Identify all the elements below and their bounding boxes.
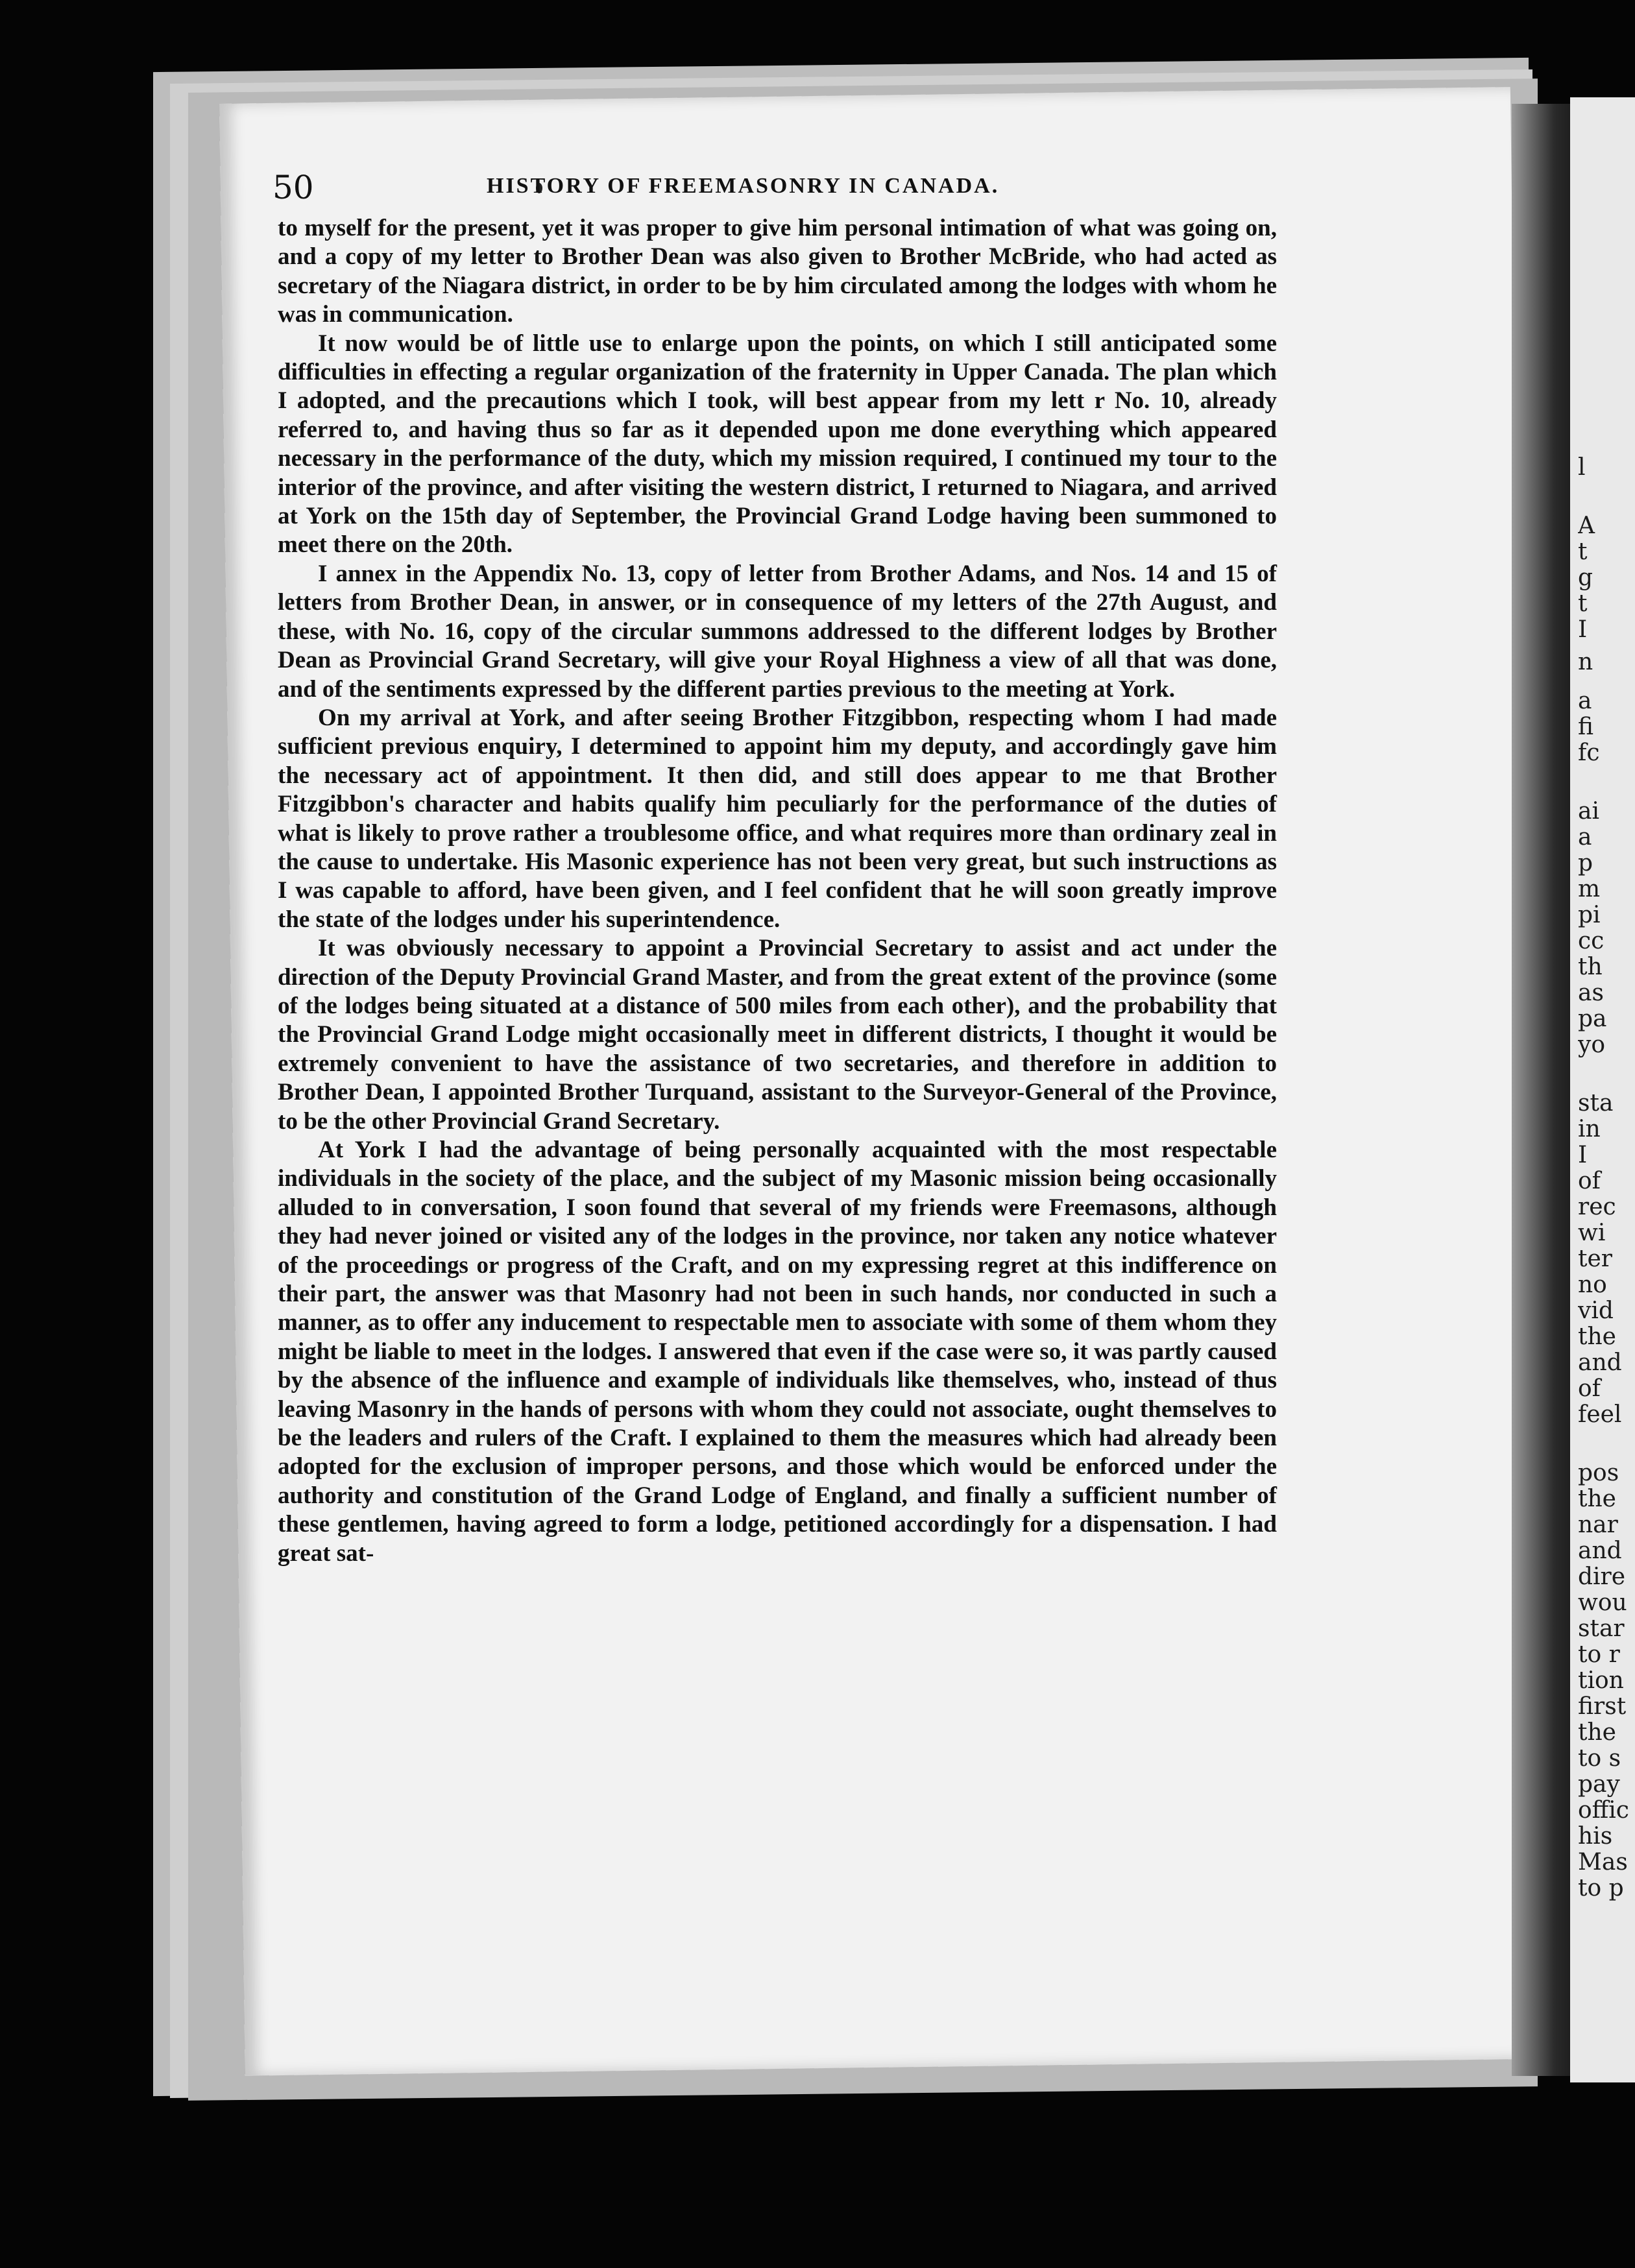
paragraph: It now would be of little use to enlarge upon the points, on which I still anticipated some difficulties in effecting a regular organization of the fraternity in Upper Canada. The plan which I adopted, and the precautions which I took, will best appear from my lett r No. 10, already referred to, and having thus so far as it depended upon me done everything which appeared necessary in the performance of the duty, which my mission required, I continued my tour to the interior of the province, and after visiting the western district, I returned to Niagara, and arrived at York on the 15th day of September, the Provincial Grand Lodge having been summoned to meet there on the 20th. (278, 330, 1277, 559)
facing-page-fragment: his (1578, 1823, 1613, 1850)
facing-page-fragment: to r (1578, 1641, 1620, 1668)
facing-page-fragment: cc (1578, 928, 1605, 954)
facing-page-fragment: the (1578, 1486, 1616, 1512)
facing-page-fragment: no (1578, 1272, 1607, 1298)
body-text (278, 214, 1277, 1568)
facing-page-fragment: wou (1578, 1589, 1627, 1616)
facing-page-fragment: wi (1578, 1220, 1606, 1246)
facing-page-fragment: of (1578, 1375, 1601, 1402)
facing-page-fragment: l (1578, 454, 1586, 481)
facing-page-fragment: pay (1578, 1771, 1620, 1798)
facing-page-fragment: ter (1578, 1246, 1612, 1272)
facing-page-fragment: and (1578, 1538, 1622, 1564)
facing-page-fragment: star (1578, 1615, 1625, 1642)
page-header (272, 169, 1246, 208)
facing-page-fragment: the (1578, 1323, 1616, 1350)
facing-page-fragment: first (1578, 1693, 1627, 1720)
facing-page-fragment: pa (1578, 1006, 1607, 1032)
paragraph: It was obviously necessary to appoint a Provincial Secretary to assist and act under the direction of the Deputy Provincial Grand Master, and from the great extent of the province (some of the lodges being situated at a distance of 500 miles from each other), and the probability that the Provincial Grand Lodge might occasionally meet in different districts, I thought it would be extremely convenient to have the assistance of two secretaries, and therefore in addition to Brother Dean, I appointed Brother Turquand, assistant to the Surveyor-General of the Province, to be the other Provincial Grand Secretary. (278, 935, 1277, 1135)
facing-page-fragment: t (1578, 590, 1588, 617)
facing-page-fragment: a (1578, 688, 1592, 714)
paragraph: to myself for the present, yet it was proper to give him personal intimation of what was going on, and a copy of my letter to Brother Dean was also given to Brother McBride, who had acted as secretary of the Niagara district, in order to be by him circulated among the lodges with whom he was in communication. (278, 215, 1277, 328)
facing-page-fragment: n (1578, 649, 1593, 675)
facing-page-fragment: fi (1578, 714, 1594, 740)
facing-page-fragment: yo (1578, 1031, 1606, 1058)
facing-page-fragment: as (1578, 980, 1604, 1006)
facing-page-fragment: of (1578, 1168, 1601, 1194)
facing-page-fragment: th (1578, 954, 1603, 980)
page-number: 50 (272, 169, 314, 206)
facing-page-fragment: I (1578, 1142, 1588, 1168)
facing-page-fragment: ai (1578, 798, 1599, 825)
facing-page-fragment: feel (1578, 1401, 1622, 1428)
facing-page-fragment: I (1578, 616, 1588, 643)
facing-page-fragment: rec (1578, 1194, 1616, 1220)
facing-page-fragment: p (1578, 850, 1593, 876)
facing-page-fragment: to p (1578, 1875, 1624, 1901)
facing-page-fragment: A (1578, 513, 1595, 539)
facing-page-fragment: to s (1578, 1745, 1621, 1772)
paragraph: I annex in the Appendix No. 13, copy of letter from Brother Adams, and Nos. 14 and 15 of letters from Brother Dean, in answer, or in consequence of my letters of the 27th August, and these, with No. 16, copy of the circular summons addressed to the different lodges by Brother Dean as Provincial Grand Secretary, will give your Royal Highness a view of all that was done, and of the sentiments expressed by the different parties previous to the meeting at York. (278, 560, 1277, 703)
facing-page-fragment: Mas (1578, 1849, 1628, 1876)
facing-page-fragment: the (1578, 1719, 1616, 1746)
facing-page-fragment: m (1578, 876, 1601, 902)
facing-page-fragment: tion (1578, 1667, 1624, 1694)
facing-page-fragment: offic (1578, 1797, 1629, 1824)
facing-page-fragment: and (1578, 1349, 1622, 1376)
facing-page-fragment: a (1578, 824, 1592, 850)
paragraph: On my arrival at York, and after seeing Brother Fitzgibbon, respecting whom I had made sufficient previous enquiry, I determined to appoint him my deputy, and accordingly gave him the necessary act of appointment. It then did, and still does appear to me that Brother Fitzgibbon's character and habits qualify him peculiarly for the performance of the duties of what is likely to prove rather a troublesome office, and what requires more than ordinary zeal in the cause to undertake. His Masonic experience has not been very great, but such instructions as I was capable to afford, have been given, and I feel confident that he will soon greatly improve the state of the lodges under his superintendence. (278, 704, 1277, 933)
facing-page-fragment: sta (1578, 1090, 1614, 1116)
facing-page-fragment: t (1578, 538, 1588, 565)
facing-page-fragment: in (1578, 1116, 1601, 1142)
facing-page-fragment: vid (1578, 1297, 1614, 1324)
facing-page-fragment: dire (1578, 1563, 1626, 1590)
facing-page-fragment: g (1578, 564, 1593, 591)
facing-page-fragment: fc (1578, 740, 1600, 766)
running-title: HISTORY OF FREEMASONRY IN CANADA. (487, 174, 1000, 198)
facing-page-fragment: pos (1578, 1460, 1619, 1486)
facing-page-fragment: nar (1578, 1512, 1618, 1538)
facing-page-fragment: pi (1578, 902, 1601, 928)
paragraph: At York I had the advantage of being personally acquainted with the most respectable individuals in the society of the place, and the subject of my Masonic mission being occasionally alluded to in conversation, I soon found that several of my friends were Freemasons, although they had never joined or visited any of the lodges in the province, nor taken any notice whatever of the proceedings or progress of the Craft, and on my expressing regret at this indifference on their part, the answer was that Masonry had not been in such hands, nor conducted in such a manner, as to offer any inducement to respectable men to associate with some of them whom they might be liable to meet in the lodges. I answered that even if the case were so, it was partly caused by the absence of the influence and example of individuals like themselves, who, instead of thus leaving Masonry in the hands of persons with whom they could not associate, ought themselves to be the leaders and rulers of the Craft. I explained to them the measures which had already been adopted for the exclusion of improper persons, and those which would be enforced under the authority and constitution of the Grand Lodge of England, and finally a sufficient number of these gentlemen, having agreed to form a lodge, petitioned accordingly for a dispensation. I had great sat- (278, 1137, 1277, 1567)
